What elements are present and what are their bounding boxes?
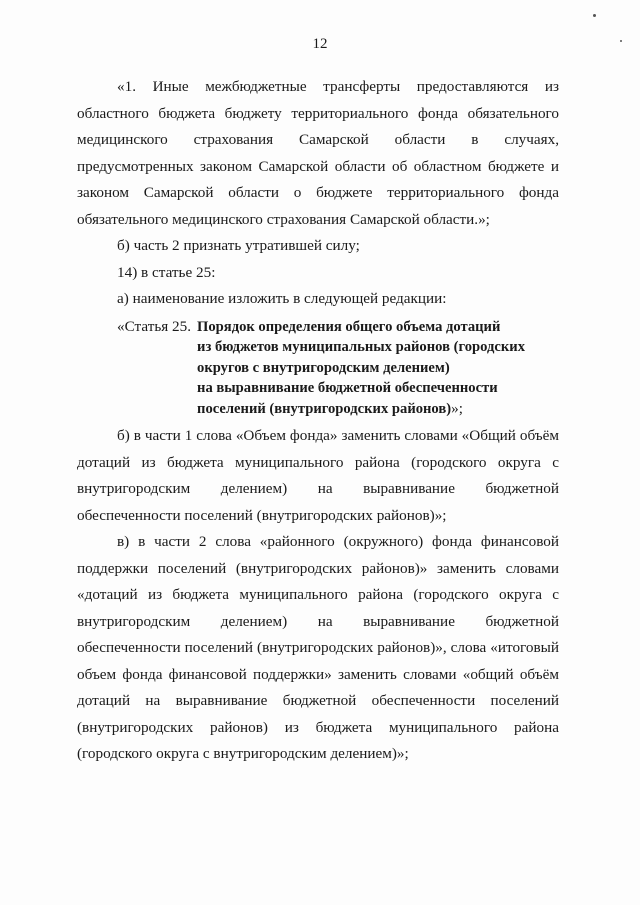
paragraph-part-2-change: в) в части 2 слова «районного (окружного) фонда финансовой поддержки поселений (внутригородских районов)» заменить словами «дотаций из бюджета муниципального района (городского округа с внутригородским делением) на выравнивание бюджетной обеспеченности поселений (внутригородских районов)», слова «итоговый объем фонда финансовой поддержки» заменить словами «общий объём дотаций на выравнивание бюджетной обеспеченности поселений (внутригородских районов) из бюджета муниципального района (городского округа с внутригородским делением)»; <box>77 533 559 763</box>
scan-artifact-dot <box>593 14 596 17</box>
article-title-wrap <box>197 317 525 420</box>
article-25-heading <box>117 317 559 420</box>
paragraph-article-25-intro: 14) в статье 25: <box>117 263 216 281</box>
paragraph-part-2-void: б) часть 2 признать утратившей силу; <box>117 237 360 254</box>
article-title: Порядок определения общего объема дотаций из бюджетов муниципальных районов (городских округов с внутригородским делением) на выравнивание бюджетной обеспеченности поселений (внутригородских районов) <box>197 318 525 417</box>
page-number: 12 <box>312 36 328 52</box>
paragraph-transfers: «1. Иные межбюджетные трансферты предоставляются из областного бюджета бюджету территориального фонда обязательного медицинского страхования Самарской области в случаях, предусмотренных законом Самарской области об областном бюджете и законом Самарской области о бюджете территориального фонда обязательного медицинского страхования Самарской области.»; <box>77 78 559 228</box>
scan-artifact-dot <box>620 40 622 42</box>
paragraph-part-1-change: б) в части 1 слова «Объем фонда» заменить словами «Общий объём дотаций из бюджета муниципального района (городского округа с внутригородским делением) на выравнивание бюджетной обеспеченности поселений (внутригородских районов)»; <box>77 427 559 524</box>
article-title-closing: »; <box>451 399 463 417</box>
article-label: «Статья 25. <box>117 317 192 335</box>
paragraph-title-change: а) наименование изложить в следующей редакции: <box>117 290 447 307</box>
document-body <box>77 74 559 768</box>
